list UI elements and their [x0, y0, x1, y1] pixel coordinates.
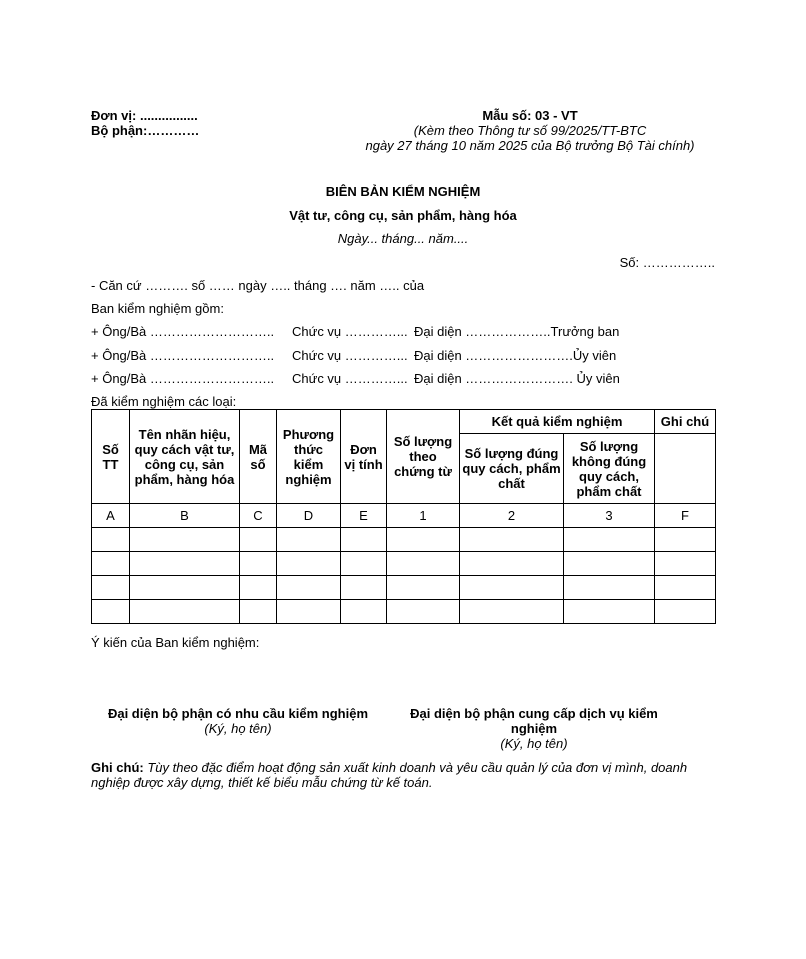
document-subtitle: Vật tư, công cụ, sản phẩm, hàng hóa — [289, 208, 517, 223]
col-header-code: Mã số — [240, 410, 277, 504]
signature-right-sub: (Ký, họ tên) — [500, 736, 568, 751]
footnote — [91, 760, 716, 790]
unit-label: Đơn vị: ................ — [91, 108, 198, 123]
member-position: Chức vụ …………... — [292, 348, 408, 363]
date-line: Ngày... tháng... năm.... — [337, 231, 469, 246]
number-line: Số: …………….. — [619, 255, 715, 270]
board-label: Ban kiểm nghiệm gồm: — [91, 301, 224, 316]
inspection-table — [91, 409, 716, 624]
table-row — [92, 600, 716, 624]
column-label: D — [277, 504, 341, 528]
table-row — [92, 552, 716, 576]
signature-left-sub: (Ký, họ tên) — [204, 721, 272, 736]
col-header-unit: Đơn vị tính — [341, 410, 387, 504]
column-label: 1 — [387, 504, 460, 528]
signature-right-title: Đại diện bộ phận cung cấp dịch vụ kiểm nghiệm — [410, 706, 658, 736]
opinion-label: Ý kiến của Ban kiểm nghiệm: — [91, 635, 260, 650]
dept-label: Bộ phận:………… — [91, 123, 200, 138]
column-label: C — [240, 504, 277, 528]
col-header-ok: Số lượng đúng quy cách, phẩm chất — [460, 434, 564, 504]
member-person: + Ông/Bà ……………………….. — [91, 371, 275, 386]
member-person: + Ông/Bà ……………………….. — [91, 324, 275, 339]
col-header-name: Tên nhãn hiệu, quy cách vật tư, công cụ, sản phẩm, hàng hóa — [130, 410, 240, 504]
member-position: Chức vụ …………... — [292, 371, 408, 386]
signature-left — [100, 706, 376, 736]
circular-line-2: ngày 27 tháng 10 năm 2025 của Bộ trưởng Bộ Tài chính) — [365, 138, 695, 153]
footnote-label: Ghi chú: — [91, 760, 144, 775]
member-rep: Đại diện ……………………. Ủy viên — [414, 371, 620, 386]
column-label: A — [92, 504, 130, 528]
basis-line: - Căn cứ ………. số …… ngày ….. tháng …. năm ….. của — [91, 278, 425, 293]
column-label-row — [92, 504, 716, 528]
signature-right — [400, 706, 668, 751]
member-rep: Đại diện …………………….Ủy viên — [414, 348, 617, 363]
col-header-not-ok: Số lượng không đúng quy cách, phẩm chất — [564, 434, 655, 504]
table-row — [92, 528, 716, 552]
member-position: Chức vụ …………... — [292, 324, 408, 339]
circular-line-1: (Kèm theo Thông tư số 99/2025/TT-BTC — [413, 123, 647, 138]
col-header-result: Kết quả kiểm nghiệm — [460, 410, 655, 434]
column-label: E — [341, 504, 387, 528]
document-title: BIÊN BẢN KIỂM NGHIỆM — [325, 184, 481, 199]
table-row — [92, 576, 716, 600]
member-rep: Đại diện ………………..Trưởng ban — [414, 324, 620, 339]
col-header-method: Phương thức kiểm nghiệm — [277, 410, 341, 504]
col-header-note: Ghi chú — [655, 410, 716, 434]
signature-left-title: Đại diện bộ phận có nhu cầu kiểm nghiệm — [107, 706, 369, 721]
footnote-text: Tùy theo đặc điểm hoạt động sản xuất kinh doanh và yêu cầu quản lý của đơn vị mình, doanh nghiệp được xây dựng, thiết kế biểu mẫu chứng từ kế toán. — [91, 760, 688, 790]
member-person: + Ông/Bà ……………………….. — [91, 348, 275, 363]
col-header-qty-doc: Số lượng theo chứng từ — [387, 410, 460, 504]
form-number: Mẫu số: 03 - VT — [482, 108, 578, 123]
header-right — [355, 108, 705, 153]
col-header-no: Số TT — [92, 410, 130, 504]
column-label: F — [655, 504, 716, 528]
header-left — [91, 108, 199, 138]
column-label: 3 — [564, 504, 655, 528]
col-header-note-blank — [655, 434, 716, 504]
inspected-label: Đã kiểm nghiệm các loại: — [91, 394, 237, 409]
column-label: B — [130, 504, 240, 528]
column-label: 2 — [460, 504, 564, 528]
